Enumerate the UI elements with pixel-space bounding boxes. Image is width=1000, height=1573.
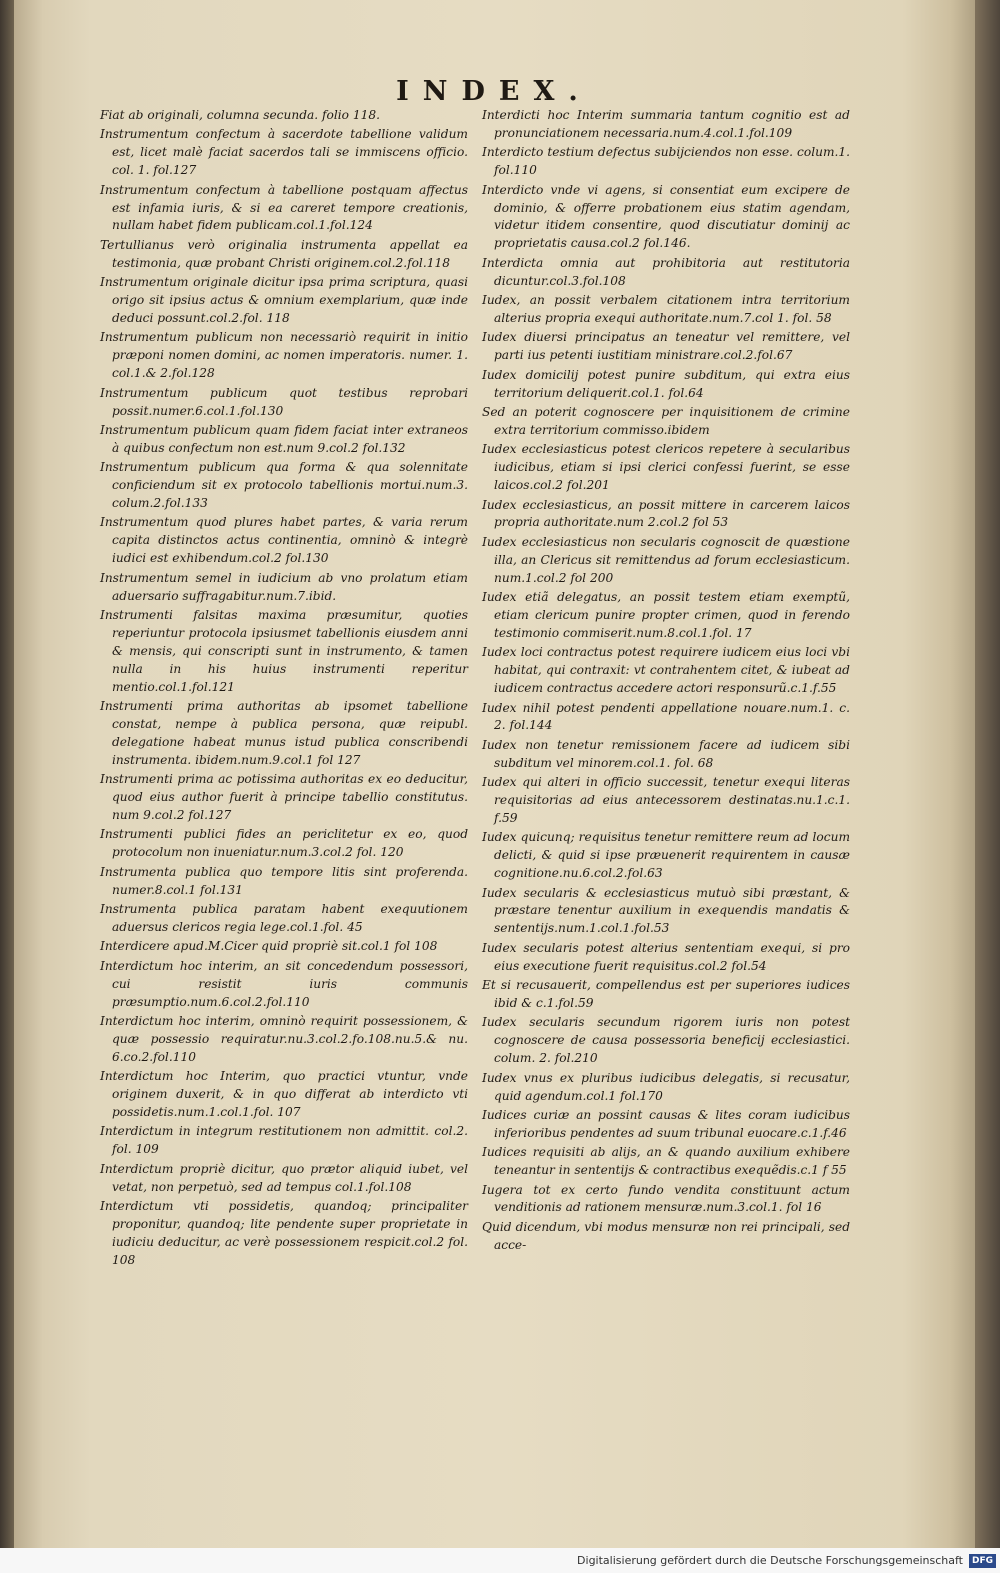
index-entry: Iudex ecclesiasticus non secularis cognoscit de quæstione illa, an Clericus sit remittendus ad forum ecclesiasticum. num.1.col.2 fol 200 (482, 534, 850, 585)
index-entry: Interdictum propriè dicitur, quo prætor aliquid iubet, vel vetat, non perpetuò, sed ad tempus col.1.fol.108 (100, 1161, 468, 1194)
digitization-footer (0, 1548, 1000, 1573)
index-entry: Instrumentum confectum à tabellione postquam affectus est infamia iuris, & si ea careret tempore creationis, nullam habet fidem publicam.col.1.fol.124 (100, 182, 468, 233)
index-entry: Instrumenti publici fides an periclitetur ex eo, quod protocolum non inueniatur.num.3.col.2 fol. 120 (100, 827, 468, 860)
index-entry: Interdicto testium defectus subijciendos non esse. colum.1. fol.110 (482, 145, 850, 178)
index-entry: Iudex, an possit verbalem citationem intra territorium alterius propria exequi authoritate.num.7.col 1. fol. 58 (482, 293, 850, 325)
index-entry: Iudex etiã delegatus, an possit testem etiam exemptũ, etiam clericum punire propter crimen, quod in ferendo testimonio commiserit.num.8.col.1.fol. 17 (482, 590, 850, 640)
index-entry: Instrumentum quod plures habet partes, & varia rerum capita distinctos actus continentia, omninò & integrè iudici est exhibendum.col.2 fol.130 (100, 515, 468, 566)
index-entry: Iugera tot ex certo fundo vendita constituunt actum venditionis ad rationem mensuræ.num.3.col.1. fol 16 (482, 1182, 850, 1215)
index-entry: Iudex secularis potest alterius sententiam exequi, si pro eius executione fuerit requisitus.col.2 fol.54 (482, 940, 850, 973)
index-entry: Quid dicendum, vbi modus mensuræ non rei principali, sed acce- (482, 1219, 850, 1252)
index-entry: Instrumenta publica paratam habent exequutionem aduersus clericos regia lege.col.1.fol. 45 (100, 901, 468, 934)
index-entry: Instrumentum originale dicitur ipsa prima scriptura, quasi origo sit ipsius actus & omnium exemplarium, quæ inde deduci possunt.col.2.fol. 118 (100, 275, 468, 325)
index-entry: Iudices requisiti ab alijs, an & quando auxilium exhibere teneantur in sententijs & contractibus exequẽdis.c.1 f 55 (482, 1145, 850, 1178)
index-entry: Iudex domicilij potest punire subditum, qui extra eius territorium deliquerit.col.1. fol.64 (482, 367, 850, 400)
index-entry: Iudex nihil potest pendenti appellatione nouare.num.1. c. 2. fol.144 (482, 700, 850, 733)
index-entry: Iudex secularis secundum rigorem iuris non potest cognoscere de causa possessoria beneficij ecclesiastici. colum. 2. fol.210 (482, 1015, 850, 1066)
index-entry: Iudex vnus ex pluribus iudicibus delegatis, si recusatur, quid agendum.col.1 fol.170 (482, 1070, 850, 1103)
index-entry: Tertullianus verò originalia instrumenta appellat ea testimonia, quæ probant Christi originem.col.2.fol.118 (100, 237, 468, 270)
index-entry: Iudex non tenetur remissionem facere ad iudicem sibi subditum vel minorem.col.1. fol. 68 (482, 737, 850, 770)
index-entry: Fiat ab originali, columna secunda. folio 118. (100, 108, 381, 122)
index-entry: Iudex diuersi principatus an teneatur vel remittere, vel parti ius petenti iustitiam ministrare.col.2.fol.67 (482, 330, 850, 363)
index-entry: Interdicere apud.M.Cicer quid propriè sit.col.1 fol 108 (100, 939, 438, 954)
page-edge (975, 0, 1000, 1548)
index-entry: Instrumentum publicum non necessariò requirit in initio præponi nomen domini, ac nomen imperatoris. numer. 1. col.1.& 2.fol.128 (100, 330, 468, 381)
index-entry: Interdictum vti possidetis, quandoq; principaliter proponitur, quandoq; lite pendente super proprietate in iudiciu deducitur, ac verè possessionem respicit.col.2 fol. 108 (100, 1198, 468, 1267)
index-entry: Sed an poterit cognoscere per inquisitionem de crimine extra territorium commisso.ibidem (482, 405, 850, 437)
index-entry: Interdicto vnde vi agens, si consentiat eum excipere de dominio, & offerre probationem eius statim agendam, videtur itidem consentire, quod discutiatur dominij ac proprietatis causa.col.2 fol.146. (482, 182, 850, 251)
index-entry: Iudex quicunq; requisitus tenetur remittere reum ad locum delicti, & quid si ipse præuenerit requirentem in causæ cognitione.nu.6.col.2.fol.63 (482, 830, 850, 881)
index-entry: Iudex secularis & ecclesiasticus mutuò sibi præstant, & præstare tenentur auxilium in exequendis mandatis & sententijs.num.1.col.1.fol.53 (482, 885, 850, 936)
book-gutter (0, 0, 14, 1548)
index-entry: Instrumenta publica quo tempore litis sint proferenda. numer.8.col.1 fol.131 (100, 864, 468, 897)
index-entry: Interdictum in integrum restitutionem non admittit. col.2. fol. 109 (100, 1124, 468, 1157)
index-entry: Interdictum hoc interim, omninò requirit possessionem, & quæ possessio requiratur.nu.3.col.2.fo.108.nu.5.& nu. 6.co.2.fol.110 (100, 1013, 468, 1064)
index-entry: Et si recusauerit, compellendus est per superiores iudices ibid & c.1.fol.59 (482, 978, 850, 1010)
index-entry: Interdicti hoc Interim summaria tantum cognitio est ad pronunciationem necessaria.num.4.col.1.fol.109 (482, 108, 850, 140)
index-entry: Instrumentum publicum quot testibus reprobari possit.numer.6.col.1.fol.130 (100, 385, 468, 418)
index-entry: Iudex qui alteri in officio successit, tenetur exequi literas requisitorias ad eius antecessorem destinatas.nu.1.c.1. f.59 (482, 775, 850, 825)
index-entry: Instrumentum semel in iudicium ab vno prolatum etiam aduersario suffragabitur.num.7.ibid. (100, 570, 468, 603)
index-entry: Interdictum hoc Interim, quo practici vtuntur, vnde originem duxerit, & in quo differat ab interdicto vti possidetis.num.1.col.1.fol. 107 (100, 1069, 468, 1119)
index-entry: Iudex loci contractus potest requirere iudicem eius loci vbi habitat, qui contraxit: vt contrahentem citet, & iubeat ad iudicem contractus accedere actori responsurũ.c.1.f.55 (482, 645, 850, 696)
dfg-logo-icon: DFG (969, 1554, 996, 1568)
index-entry: Instrumenti prima ac potissima authoritas ex eo deducitur, quod eius author fuerit à principe tabellio constitutus. num 9.col.2 fol.127 (100, 772, 468, 822)
index-entry: Iudex ecclesiasticus potest clericos repetere à secularibus iudicibus, etiam si ipsi clerici confessi fuerint, se esse laicos.col.2 fol.201 (482, 442, 850, 493)
index-entry: Instrumentum confectum à sacerdote tabellione validum est, licet malè faciat sacerdos tali se immiscens officio. col. 1. fol.127 (100, 127, 468, 178)
index-entry: Interdictum hoc interim, an sit concedendum possessori, cui resistit iuris communis præsumptio.num.6.col.2.fol.110 (100, 958, 468, 1009)
index-entry: Iudex ecclesiasticus, an possit mittere in carcerem laicos propria authoritate.num 2.col.2 fol 53 (482, 497, 850, 530)
index-entry: Instrumenti falsitas maxima præsumitur, quoties reperiuntur protocola ipsiusmet tabellionis eiusdem anni & mensis, qui conscripti sunt in instrumento, & tamen nulla in his huius instrumenti reperitur mentio.col.1.fol.121 (100, 607, 468, 694)
index-column-left (100, 107, 468, 1271)
index-entry: Instrumentum publicum qua forma & qua solennitate conficiendum sit ex protocolo tabellionis mortui.num.3. colum.2.fol.133 (100, 460, 468, 511)
index-entry: Instrumentum publicum quam fidem faciat inter extraneos à quibus confectum non est.num 9.col.2 fol.132 (100, 422, 468, 455)
index-column-right (482, 107, 850, 1256)
index-entry: Iudices curiæ an possint causas & lites coram iudicibus inferioribus pendentes ad suum tribunal euocare.c.1.f.46 (482, 1107, 850, 1140)
index-entry: Instrumenti prima authoritas ab ipsomet tabellione constat, nempe à publica persona, quæ reipubl. delegatione habeat munus istud publica conscribendi instrumenta. ibidem.num.9.col.1 fol 127 (100, 699, 468, 767)
page-title: INDEX. (396, 76, 592, 107)
footer-credit: Digitalisierung gefördert durch die Deutsche Forschungsgemeinschaft (577, 1554, 963, 1567)
index-entry: Interdicta omnia aut prohibitoria aut restitutoria dicuntur.col.3.fol.108 (482, 255, 850, 288)
